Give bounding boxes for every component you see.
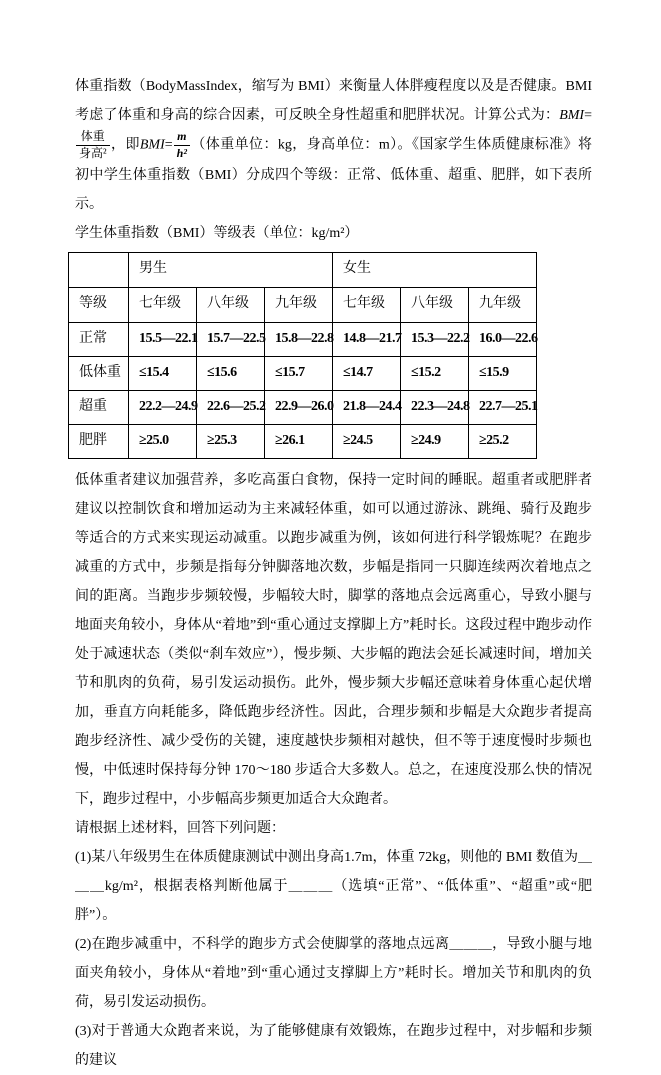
fraction-numerator: m (174, 130, 190, 146)
bmi-table (68, 252, 537, 459)
table-value-cell: ≥25.3 (197, 424, 265, 458)
intro-text: ，即 (110, 137, 140, 153)
formula-fraction (174, 130, 190, 161)
table-group-header-row (69, 252, 537, 287)
table-value-cell: ≤15.9 (469, 356, 537, 390)
questions-lead: 请根据上述材料，回答下列问题： (75, 820, 285, 836)
formula-lhs: BMI= (559, 108, 592, 123)
table-value-cell: ≥25.2 (469, 424, 537, 458)
row-label-cell: 超重 (69, 390, 129, 424)
group-header-cell: 男生 (129, 252, 333, 287)
table-title: 学生体重指数（BMI）等级表（单位：kg/m²） (75, 225, 359, 241)
document-content (75, 72, 592, 1075)
table-value-cell: 15.8—22.8 (265, 322, 333, 356)
question-item-1: (1)某八年级男生在体质健康测试中测出身高1.7m，体重 72kg，则他的 BMI 数值为＿＿＿kg/m²，根据表格判断他属于＿＿＿（选填“正常”、“低体重”、“超重”或“肥胖”）。 (75, 849, 592, 923)
question-item-3: (3)对于普通大众跑者来说，为了能够健康有效锻炼，在跑步过程中，对步幅和步频的建议 (75, 1023, 592, 1068)
formula-fraction (76, 130, 110, 161)
row-label-cell: 肥胖 (69, 424, 129, 458)
table-value-cell: ≥25.0 (129, 424, 197, 458)
fraction-numerator: 体重 (76, 130, 110, 146)
column-header-cell: 七年级 (129, 287, 197, 322)
column-header-cell: 八年级 (401, 287, 469, 322)
questions-section (75, 814, 592, 1075)
table-value-cell: 22.9—26.0 (265, 390, 333, 424)
fraction-denominator: h² (176, 145, 187, 160)
table-value-cell: 15.3—22.2 (401, 322, 469, 356)
fraction-denominator: 身高² (79, 145, 107, 160)
table-value-cell: ≤14.7 (333, 356, 401, 390)
intro-text: （体重单位：kg，身高单位：m）。《国家学生体质健康标准》将初中学生体重指数（BMI）分成四个等级：正常、低体重、超重、肥胖，如下表所示。 (75, 137, 593, 212)
table-value-cell: 22.7—25.1 (469, 390, 537, 424)
table-row (69, 356, 537, 390)
table-row (69, 390, 537, 424)
column-header-cell: 七年级 (333, 287, 401, 322)
table-value-cell: 14.8—21.7 (333, 322, 401, 356)
group-header-cell: 女生 (333, 252, 537, 287)
group-header-cell (69, 252, 129, 287)
question-item-2: (2)在跑步减重中，不科学的跑步方式会使脚掌的落地点远离＿＿＿，导致小腿与地面夹角较小，身体从“着地”到“重心通过支撑脚上方”耗时长。增加关节和肌肉的负荷，易引发运动损伤。 (75, 936, 592, 1010)
intro-paragraph (75, 72, 592, 219)
table-value-cell: ≤15.2 (401, 356, 469, 390)
table-value-cell: ≥24.5 (333, 424, 401, 458)
table-value-cell: 22.3—24.8 (401, 390, 469, 424)
intro-text: 体重指数（BodyMassIndex，缩写为 BMI）来衡量人体胖瘦程度以及是否健康。BMI 考虑了体重和身高的综合因素，可反映全身性超重和肥胖状况。计算公式为： (75, 79, 592, 123)
table-value-cell: ≥26.1 (265, 424, 333, 458)
row-label-cell: 正常 (69, 322, 129, 356)
table-value-cell: 22.6—25.2 (197, 390, 265, 424)
table-value-cell: 21.8—24.4 (333, 390, 401, 424)
row-label-cell: 低体重 (69, 356, 129, 390)
column-header-cell: 八年级 (197, 287, 265, 322)
column-header-cell: 等级 (69, 287, 129, 322)
bmi-table-body (69, 252, 537, 458)
table-value-cell: ≤15.6 (197, 356, 265, 390)
table-value-cell: 15.5—22.1 (129, 322, 197, 356)
table-value-cell: ≥24.9 (401, 424, 469, 458)
table-value-cell: ≤15.4 (129, 356, 197, 390)
table-value-cell: 15.7—22.5 (197, 322, 265, 356)
column-header-cell: 九年级 (265, 287, 333, 322)
table-value-cell: 16.0—22.6 (469, 322, 537, 356)
table-column-header-row (69, 287, 537, 322)
table-row (69, 322, 537, 356)
formula-lhs: BMI= (139, 137, 173, 153)
table-value-cell: ≤15.7 (265, 356, 333, 390)
body-paragraph: 低体重者建议加强营养，多吃高蛋白食物，保持一定时间的睡眠。超重者或肥胖者建议以控制饮食和增加运动为主来减轻体重，如可以通过游泳、跳绳、骑行及跑步等适合的方式来实现运动减重。以跑步减重为例，该如何进行科学锻炼呢？在跑步减重的方式中，步频是指每分钟脚落地次数，步幅是指同一只脚连续两次着地点之间的距离。当跑步步频较慢，步幅较大时，脚掌的落地点会远离重心，导致小腿与地面夹角较小，身体从“着地”到“重心通过支撑脚上方”耗时长。这段过程中跑步动作处于减速状态（类似“刹车效应”），慢步频、大步幅的跑法会延长减速时间，增加关节和肌肉的负荷，易引发运动损伤。此外，慢步频大步幅还意味着身体重心起伏增加，垂直方向耗能多，降低跑步经济性。因此，合理步频和步幅是大众跑步者提高跑步经济性、减少受伤的关键，速度越快步频相对越快，但不等于速度慢时步频也慢，中低速时保持每分钟 170～180 步适合大多数人。总之，在速度没那么快的情况下，跑步过程中，小步幅高步频更加适合大众跑者。 (75, 472, 592, 807)
table-row (69, 424, 537, 458)
table-value-cell: 22.2—24.9 (129, 390, 197, 424)
column-header-cell: 九年级 (469, 287, 537, 322)
